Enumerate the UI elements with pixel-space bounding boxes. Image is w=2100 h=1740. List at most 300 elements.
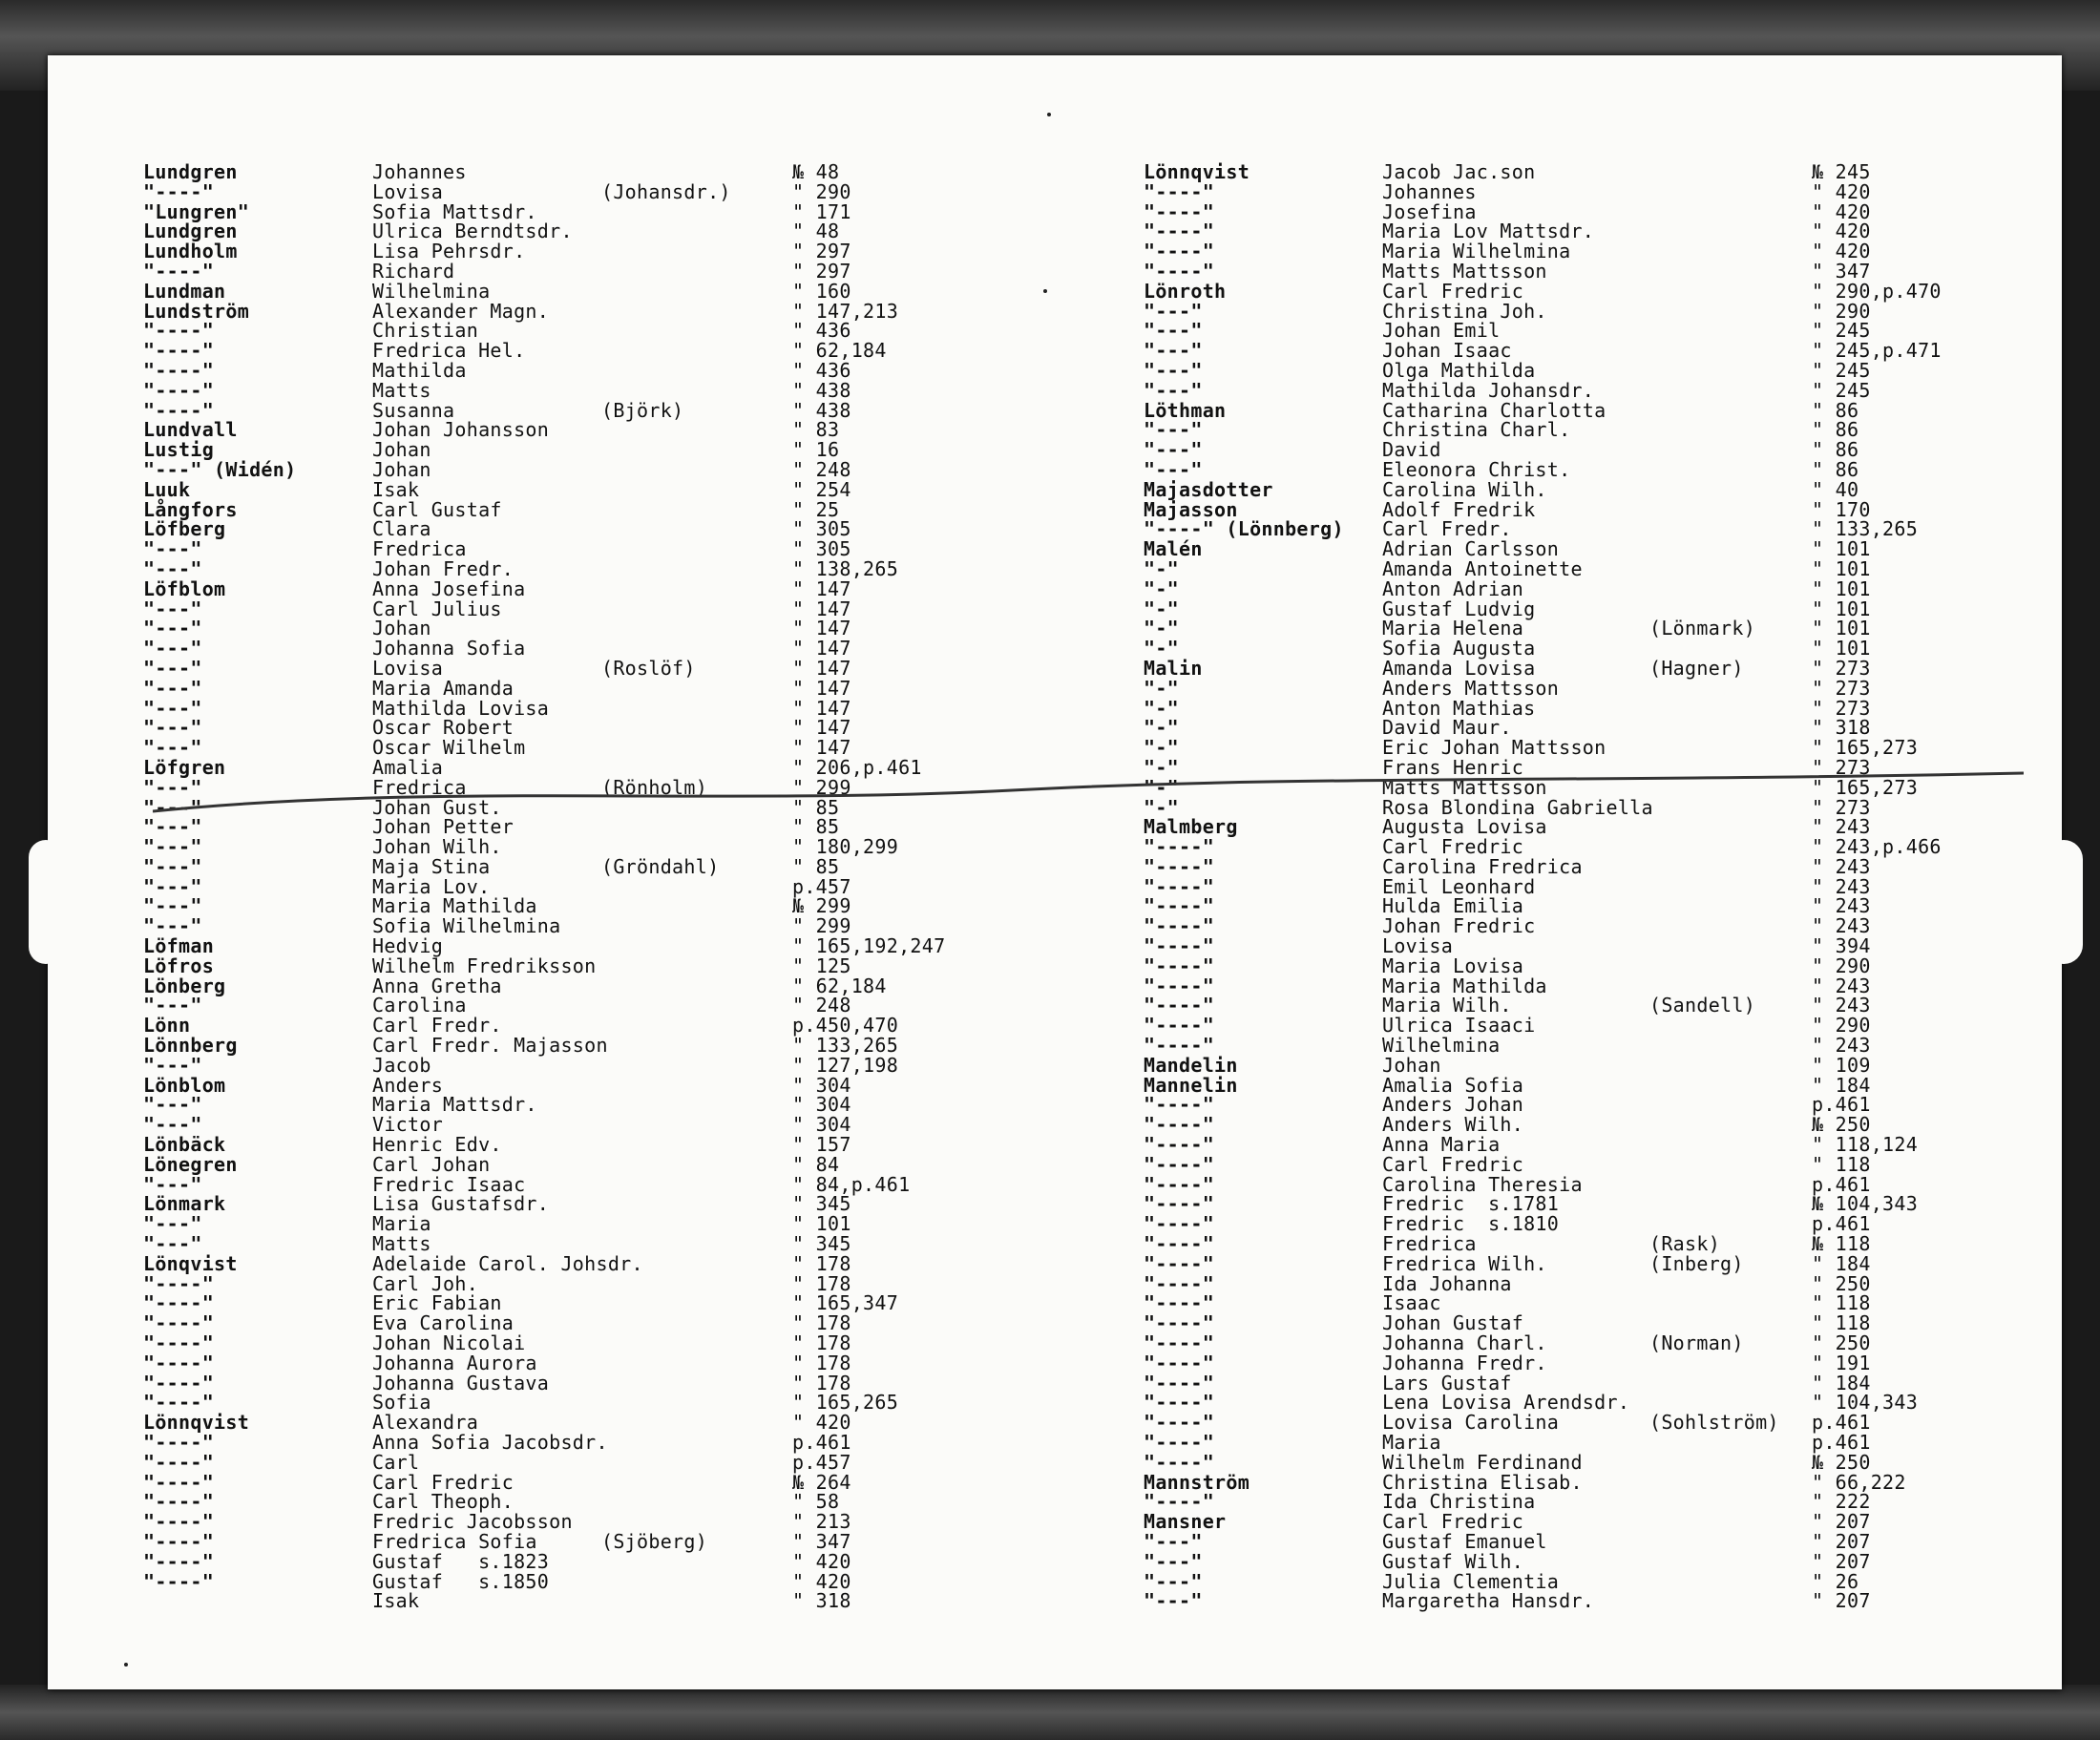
given-name: Christina Elisab. xyxy=(1382,1470,1583,1494)
surname: "----" xyxy=(1144,835,1215,859)
reference-number: " 304 xyxy=(792,1073,851,1097)
surname: "----" xyxy=(1144,974,1215,997)
surname: "---" xyxy=(143,1232,202,1256)
reference-number: " 101 xyxy=(1812,577,1871,600)
surname: Lönbäck xyxy=(143,1133,226,1157)
reference-number: " 125 xyxy=(792,954,851,977)
given-name: Ulrica Isaaci xyxy=(1382,1014,1536,1038)
surname: "-" xyxy=(1144,676,1180,700)
surname: "----" xyxy=(143,1510,215,1534)
surname: "-" xyxy=(1144,617,1180,640)
reference-number: " 250 xyxy=(1812,1271,1871,1295)
surname: Löfgren xyxy=(143,755,226,779)
given-name: Richard xyxy=(372,259,455,283)
surname: "-" xyxy=(1144,577,1180,600)
surname: "---" xyxy=(1144,1569,1203,1593)
given-name: Anna Maria xyxy=(1382,1133,1501,1157)
reference-number: " 345 xyxy=(792,1192,851,1216)
given-name: Gustaf Emanuel xyxy=(1382,1529,1547,1553)
surname: "----" xyxy=(143,378,215,402)
reference-number: " 178 xyxy=(792,1371,851,1394)
reference-number: " 243 xyxy=(1812,974,1871,997)
given-name: Johan Emil xyxy=(1382,319,1501,343)
surname: Majasson xyxy=(1144,497,1238,521)
given-name: Amalia Sofia xyxy=(1382,1073,1524,1097)
given-name: Ida Johanna xyxy=(1382,1271,1512,1295)
reference-number: " 118,124 xyxy=(1812,1133,1919,1157)
surname: Mandelin xyxy=(1144,1053,1238,1077)
surname: Lönblom xyxy=(143,1073,226,1097)
given-name: Carl Theoph. xyxy=(372,1490,514,1514)
given-name: Lovisa xyxy=(372,656,444,680)
surname: "-" xyxy=(1144,716,1180,740)
reference-number: " 127,198 xyxy=(792,1053,899,1077)
surname: "---" xyxy=(143,696,202,720)
surname: "----" xyxy=(1144,914,1215,938)
reference-number: " 165,273 xyxy=(1812,736,1919,760)
given-name: Fredric Jacobsson xyxy=(372,1510,573,1534)
reference-number: " 420 xyxy=(1812,199,1871,223)
given-name: Johan xyxy=(372,457,431,481)
reference-number: " 58 xyxy=(792,1490,840,1514)
reference-number: p.461 xyxy=(792,1431,851,1454)
surname: "----" xyxy=(143,319,215,343)
reference-number: " 420 xyxy=(792,1549,851,1573)
reference-number: № 245 xyxy=(1812,160,1871,183)
surname: "---" xyxy=(1144,438,1203,462)
given-name: Henric Edv. xyxy=(372,1133,502,1157)
given-name: Matts Mattsson xyxy=(1382,259,1547,283)
surname: "----" xyxy=(1144,1271,1215,1295)
given-name: Carl Fredric xyxy=(1382,835,1524,859)
speck xyxy=(124,1663,128,1667)
surname: Löfros xyxy=(143,954,215,977)
given-name: Johan Fredric xyxy=(1382,914,1536,938)
given-name: Adolf Fredrik xyxy=(1382,497,1536,521)
given-name: Maria Wilhelmina xyxy=(1382,240,1571,263)
surname: "---" xyxy=(143,815,202,839)
reference-number: " 147 xyxy=(792,597,851,620)
given-name: Carolina xyxy=(372,994,467,1017)
given-name: Susanna xyxy=(372,398,455,422)
reference-number: " 86 xyxy=(1812,418,1859,442)
given-name: Lars Gustaf xyxy=(1382,1371,1512,1394)
given-name: Lovisa xyxy=(1382,934,1454,958)
surname: Lönqvist xyxy=(143,1251,238,1275)
reference-number: " 147 xyxy=(792,736,851,760)
surname: "---" xyxy=(143,736,202,760)
given-name: Oscar Robert xyxy=(372,716,514,740)
surname: Lundman xyxy=(143,279,226,303)
reference-number: " 297 xyxy=(792,240,851,263)
surname: "----" xyxy=(143,1549,215,1573)
given-name: Ida Christina xyxy=(1382,1490,1536,1514)
surname: "----" xyxy=(1144,1152,1215,1176)
reference-number: " 170 xyxy=(1812,497,1871,521)
reference-number: " 118 xyxy=(1812,1291,1871,1315)
reference-number: " 394 xyxy=(1812,934,1871,958)
given-name: Anna Sofia Jacobsdr. xyxy=(372,1431,608,1454)
given-name: Johan Johansson xyxy=(372,418,550,442)
surname: "----" xyxy=(143,1431,215,1454)
given-name: Gustaf Wilh. xyxy=(1382,1549,1524,1573)
given-name: Amalia xyxy=(372,755,444,779)
reference-number: " 243 xyxy=(1812,994,1871,1017)
surname: "---" xyxy=(1144,1529,1203,1553)
reference-number: " 83 xyxy=(792,418,840,442)
reference-number: " 147 xyxy=(792,676,851,700)
given-name: Johan Gustaf xyxy=(1382,1311,1524,1335)
reference-number: " 250 xyxy=(1812,1331,1871,1355)
surname: Löthman xyxy=(1144,398,1227,422)
given-name: Carl Joh. xyxy=(372,1271,479,1295)
reference-number: " 436 xyxy=(792,358,851,382)
reference-number: " 16 xyxy=(792,438,840,462)
given-name: Rosa Blondina Gabriella xyxy=(1382,795,1653,819)
surname: "---" xyxy=(143,854,202,878)
given-name: Lisa Gustafsdr. xyxy=(372,1192,550,1216)
surname: "---" (Widén) xyxy=(143,457,297,481)
reference-number: " 178 xyxy=(792,1251,851,1275)
given-name: Anders Wilh. xyxy=(1382,1113,1524,1137)
surname: "---" xyxy=(143,795,202,819)
surname: "----" xyxy=(1144,1034,1215,1058)
given-name: Johan Isaac xyxy=(1382,339,1512,363)
surname: "----" xyxy=(143,1331,215,1355)
given-name: Emil Leonhard xyxy=(1382,874,1536,898)
reference-number: " 48 xyxy=(792,220,840,243)
surname: "----" xyxy=(1144,240,1215,263)
reference-number: № 299 xyxy=(792,894,851,918)
given-name: Anna Gretha xyxy=(372,974,502,997)
given-name: Wilhelm Fredriksson xyxy=(372,954,597,977)
note: (Sjöberg) xyxy=(601,1529,708,1553)
reference-number: " 178 xyxy=(792,1331,851,1355)
surname: "---" xyxy=(143,537,202,561)
given-name: Johan Gust. xyxy=(372,795,502,819)
note: (Sohlström) xyxy=(1649,1411,1779,1435)
surname: "----" xyxy=(1144,934,1215,958)
given-name: Christina Charl. xyxy=(1382,418,1571,442)
given-name: Eva Carolina xyxy=(372,1311,514,1335)
surname: "----" xyxy=(1144,1113,1215,1137)
reference-number: " 133,265 xyxy=(792,1034,899,1058)
given-name: David Maur. xyxy=(1382,716,1512,740)
surname: Malmberg xyxy=(1144,815,1238,839)
given-name: Isaac xyxy=(1382,1291,1441,1315)
surname: "----" xyxy=(143,1490,215,1514)
surname: "Lungren" xyxy=(143,199,250,223)
given-name: Anton Adrian xyxy=(1382,577,1524,600)
reference-number: " 147 xyxy=(792,696,851,720)
reference-number: " 133,265 xyxy=(1812,517,1919,541)
reference-number: " 243 xyxy=(1812,1034,1871,1058)
surname: "----" xyxy=(143,1450,215,1474)
surname: "---" xyxy=(1144,457,1203,481)
reference-number: " 248 xyxy=(792,457,851,481)
reference-number: " 165,347 xyxy=(792,1291,899,1315)
surname: "----" xyxy=(1144,179,1215,203)
reference-number: " 86 xyxy=(1812,398,1859,422)
reference-number: " 85 xyxy=(792,815,840,839)
surname: "----" xyxy=(1144,1391,1215,1415)
surname: "----" xyxy=(1144,1014,1215,1038)
given-name: Augusta Lovisa xyxy=(1382,815,1547,839)
reference-number: " 420 xyxy=(792,1569,851,1593)
reference-number: " 147 xyxy=(792,617,851,640)
surname: Lundgren xyxy=(143,160,238,183)
given-name: Johan Petter xyxy=(372,815,514,839)
given-name: Johan Nicolai xyxy=(372,1331,526,1355)
reference-number: " 318 xyxy=(792,1589,851,1613)
given-name: Hulda Emilia xyxy=(1382,894,1524,918)
reference-number: " 101 xyxy=(1812,617,1871,640)
given-name: Anders Mattsson xyxy=(1382,676,1560,700)
note: (Sandell) xyxy=(1649,994,1756,1017)
given-name: Jacob Jac.son xyxy=(1382,160,1536,183)
surname: "----" xyxy=(143,1271,215,1295)
given-name: Johannes xyxy=(372,160,467,183)
reference-number: " 171 xyxy=(792,199,851,223)
given-name: Carl Johan xyxy=(372,1152,491,1176)
surname: "----" xyxy=(143,1470,215,1494)
surname: "-" xyxy=(1144,775,1180,799)
given-name: Sofia Wilhelmina xyxy=(372,914,561,938)
surname: Löfman xyxy=(143,934,215,958)
reference-number: " 438 xyxy=(792,378,851,402)
surname: Lönnberg xyxy=(143,1034,238,1058)
reference-number: " 273 xyxy=(1812,676,1871,700)
surname: "---" xyxy=(1144,1549,1203,1573)
given-name: Maria Mathilda xyxy=(372,894,537,918)
given-name: Maria Lov. xyxy=(372,874,491,898)
surname: "---" xyxy=(1144,378,1203,402)
reference-number: " 248 xyxy=(792,994,851,1017)
given-name: Fredric Isaac xyxy=(372,1172,526,1196)
reference-number: " 101 xyxy=(1812,597,1871,620)
surname: Löfberg xyxy=(143,517,226,541)
surname: "---" xyxy=(143,1212,202,1236)
reference-number: " 84 xyxy=(792,1152,840,1176)
surname: "-" xyxy=(1144,795,1180,819)
surname: "----" xyxy=(1144,874,1215,898)
given-name: Carl Fredr. xyxy=(372,1014,502,1038)
surname: Lönmark xyxy=(143,1192,226,1216)
surname: "-" xyxy=(1144,755,1180,779)
reference-number: " 178 xyxy=(792,1311,851,1335)
surname: Lundholm xyxy=(143,240,238,263)
given-name: Maria Helena xyxy=(1382,617,1524,640)
surname: "---" xyxy=(1144,1589,1203,1613)
reference-number: " 147 xyxy=(792,716,851,740)
given-name: Carl xyxy=(372,1450,420,1474)
given-name: Carl Gustaf xyxy=(372,497,502,521)
reference-number: p.457 xyxy=(792,874,851,898)
reference-number: " 118 xyxy=(1812,1152,1871,1176)
given-name: Maria Mattsdr. xyxy=(372,1093,537,1117)
reference-number: " 420 xyxy=(1812,179,1871,203)
given-name: Johan xyxy=(372,438,431,462)
index-sheet xyxy=(48,55,2062,1689)
surname: "----" xyxy=(1144,954,1215,977)
given-name: Christian xyxy=(372,319,479,343)
reference-number: p.457 xyxy=(792,1450,851,1474)
given-name: Johan xyxy=(372,617,431,640)
reference-number: " 147,213 xyxy=(792,299,899,323)
reference-number: " 222 xyxy=(1812,1490,1871,1514)
note: (Roslöf) xyxy=(601,656,696,680)
given-name: Ulrica Berndtsdr. xyxy=(372,220,573,243)
surname: "----" xyxy=(143,339,215,363)
surname: Lönnqvist xyxy=(143,1411,250,1435)
reference-number: № 104,343 xyxy=(1812,1192,1919,1216)
surname: "---" xyxy=(143,556,202,580)
reference-number: " 290 xyxy=(792,179,851,203)
note: (Rönholm) xyxy=(601,775,708,799)
reference-number: " 66,222 xyxy=(1812,1470,1906,1494)
surname: Lundgren xyxy=(143,220,238,243)
surname: "---" xyxy=(1144,358,1203,382)
surname: "----" xyxy=(1144,1490,1215,1514)
given-name: Alexandra xyxy=(372,1411,479,1435)
given-name: Eric Johan Mattsson xyxy=(1382,736,1606,760)
surname: Lönroth xyxy=(1144,279,1227,303)
reference-number: " 178 xyxy=(792,1351,851,1374)
surname: "-" xyxy=(1144,637,1180,660)
given-name: Johan Fredr. xyxy=(372,556,514,580)
surname: "---" xyxy=(143,617,202,640)
reference-number: " 245,p.471 xyxy=(1812,339,1942,363)
given-name: Gustaf s.1850 xyxy=(372,1569,550,1593)
given-name: Julia Clementia xyxy=(1382,1569,1560,1593)
reference-number: " 147 xyxy=(792,577,851,600)
given-name: Fredrica Hel. xyxy=(372,339,526,363)
reference-number: " 62,184 xyxy=(792,974,887,997)
surname: Luuk xyxy=(143,477,191,501)
given-name: Carl Fredr. xyxy=(1382,517,1512,541)
surname: "----" xyxy=(1144,1331,1215,1355)
reference-number: " 178 xyxy=(792,1271,851,1295)
given-name: Johanna Gustava xyxy=(372,1371,550,1394)
surname: "----" xyxy=(143,1391,215,1415)
reference-number: " 273 xyxy=(1812,795,1871,819)
given-name: Maria xyxy=(372,1212,431,1236)
given-name: Josefina xyxy=(1382,199,1477,223)
surname: "---" xyxy=(1144,299,1203,323)
reference-number: " 243 xyxy=(1812,854,1871,878)
reference-number: " 191 xyxy=(1812,1351,1871,1374)
given-name: Fredrica Sofia xyxy=(372,1529,537,1553)
given-name: Maria Lov Mattsdr. xyxy=(1382,220,1595,243)
given-name: Margaretha Hansdr. xyxy=(1382,1589,1595,1613)
reference-number: " 297 xyxy=(792,259,851,283)
note: (Lönmark) xyxy=(1649,617,1756,640)
reference-number: " 165,273 xyxy=(1812,775,1919,799)
surname: "---" xyxy=(143,994,202,1017)
surname: "----" xyxy=(143,398,215,422)
surname: Lundvall xyxy=(143,418,238,442)
reference-number: " 184 xyxy=(1812,1251,1871,1275)
reference-number: " 290 xyxy=(1812,299,1871,323)
given-name: Carolina Theresia xyxy=(1382,1172,1583,1196)
reference-number: " 245 xyxy=(1812,319,1871,343)
surname: "---" xyxy=(143,835,202,859)
surname: "---" xyxy=(1144,418,1203,442)
reference-number: " 273 xyxy=(1812,696,1871,720)
surname: "---" xyxy=(143,716,202,740)
given-name: Wilhelmina xyxy=(372,279,491,303)
given-name: Frans Henric xyxy=(1382,755,1524,779)
given-name: Maria Mathilda xyxy=(1382,974,1547,997)
reference-number: " 101 xyxy=(1812,537,1871,561)
reference-number: p.461 xyxy=(1812,1172,1871,1196)
surname: Malén xyxy=(1144,537,1203,561)
given-name: Carolina Fredrica xyxy=(1382,854,1583,878)
given-name: Maria Amanda xyxy=(372,676,514,700)
reference-number: " 147 xyxy=(792,656,851,680)
film-strip-bottom xyxy=(0,1685,2100,1740)
speck xyxy=(1047,113,1051,116)
given-name: Sofia Mattsdr. xyxy=(372,199,537,223)
given-name: Carl Fredr. Majasson xyxy=(372,1034,608,1058)
surname: "----" xyxy=(1144,259,1215,283)
given-name: Amanda Lovisa xyxy=(1382,656,1536,680)
reference-number: " 290 xyxy=(1812,1014,1871,1038)
note: (Inberg) xyxy=(1649,1251,1744,1275)
reference-number: № 264 xyxy=(792,1470,851,1494)
surname: Lönn xyxy=(143,1014,191,1038)
given-name: Oscar Wilhelm xyxy=(372,736,526,760)
reference-number: " 180,299 xyxy=(792,835,899,859)
reference-number: " 299 xyxy=(792,914,851,938)
reference-number: " 245 xyxy=(1812,378,1871,402)
given-name: Johanna Aurora xyxy=(372,1351,537,1374)
surname: Lustig xyxy=(143,438,215,462)
surname: "----" xyxy=(1144,1450,1215,1474)
surname: Majasdotter xyxy=(1144,477,1273,501)
reference-number: " 85 xyxy=(792,795,840,819)
surname: "---" xyxy=(143,1053,202,1077)
reference-number: " 207 xyxy=(1812,1589,1871,1613)
surname: "----" (Lönnberg) xyxy=(1144,517,1344,541)
given-name: Fredric s.1810 xyxy=(1382,1212,1560,1236)
reference-number: p.450,470 xyxy=(792,1014,899,1038)
reference-number: p.461 xyxy=(1812,1093,1871,1117)
surname: "----" xyxy=(1144,199,1215,223)
reference-number: № 250 xyxy=(1812,1450,1871,1474)
reference-number: " 290,p.470 xyxy=(1812,279,1942,303)
surname: "---" xyxy=(143,894,202,918)
given-name: Carl Fredric xyxy=(372,1470,514,1494)
given-name: Mathilda Lovisa xyxy=(372,696,550,720)
given-name: Isak xyxy=(372,1589,420,1613)
note: (Johansdr.) xyxy=(601,179,731,203)
reference-number: " 305 xyxy=(792,517,851,541)
given-name: Sofia Augusta xyxy=(1382,637,1536,660)
surname: "---" xyxy=(143,874,202,898)
given-name: Fredrica xyxy=(372,537,467,561)
surname: Lönegren xyxy=(143,1152,238,1176)
given-name: Johanna Fredr. xyxy=(1382,1351,1547,1374)
reference-number: " 420 xyxy=(792,1411,851,1435)
surname: "----" xyxy=(143,1291,215,1315)
note: (Björk) xyxy=(601,398,684,422)
reference-number: " 243,p.466 xyxy=(1812,835,1942,859)
surname: "----" xyxy=(1144,1431,1215,1454)
surname: Löfblom xyxy=(143,577,226,600)
surname: "---" xyxy=(143,1113,202,1137)
given-name: Mathilda xyxy=(372,358,467,382)
